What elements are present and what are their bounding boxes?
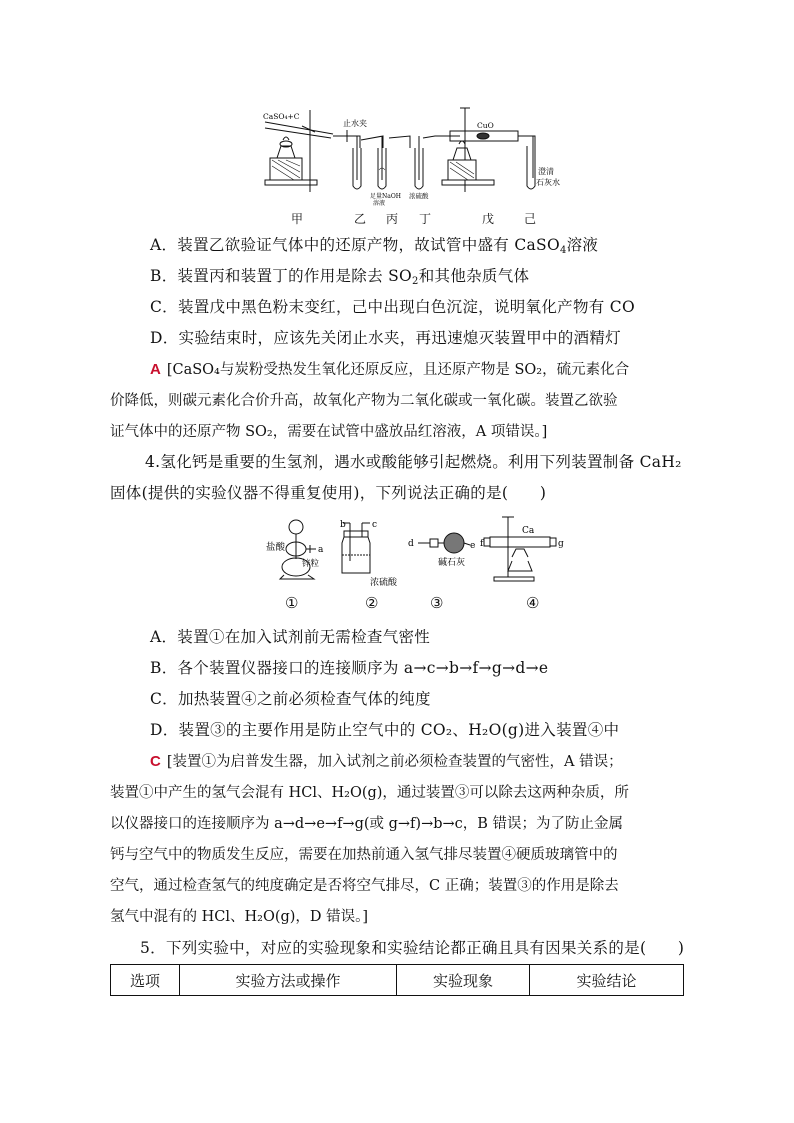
table-header-option: 选项 [111,965,180,996]
label-ji: 己 [524,212,537,226]
label-yi: 乙 [354,212,367,226]
label-clamp: 止水夹 [343,119,367,128]
q3-explanation-line-3: 证气体中的还原产物 SO₂，需要在试管中盛放品红溶液，A 项错误。] [110,424,548,440]
table-header-phenomenon: 实验现象 [397,965,530,996]
q3-option-d: D．实验结束时，应该先关闭止水夹，再迅速熄灭装置甲中的酒精灯 [150,329,621,347]
q3-option-b: B．装置丙和装置丁的作用是除去 $SO_2$和其他杂质气体 [150,267,530,287]
q4-stem-line-2: 固体(提供的实验仪器不得重复使用)，下列说法正确的是( ) [110,484,547,502]
label-port-c: c [372,520,378,530]
q4-explanation-line-3: 以仪器接口的连接顺序为 a→d→e→f→g(或 g→f)→b→c，B 错误；为了防止金属 [110,816,624,832]
q4-explanation-line-1: C [装置①为启普发生器，加入试剂之前必须检查装置的气密性，A 错误； [150,753,623,770]
label-h2so4: 浓硫酸 [409,192,429,200]
q4-explanation-line-2: 装置①中产生的氢气会混有 HCl、H₂O(g)，通过装置③可以除去这两种杂质，所 [110,785,629,801]
q4-explanation-line-5: 空气，通过检查氢气的纯度确定是否将空气排尽，C 正确；装置③的作用是除去 [110,878,619,894]
label-bing: 丙 [386,212,399,226]
q3-answer-key: A [150,361,161,378]
q4-option-a: A．装置①在加入试剂前无需检查气密性 [150,628,431,646]
label-port-f: f [480,539,484,549]
q4-option-c: C．加热装置④之前必须检查气体的纯度 [150,690,431,708]
label-caso4-c: CaSO₄+C [263,112,300,121]
label-zinc: 锌粒 [302,559,320,569]
q3-option-a: A．装置乙欲验证气体中的还原产物，故试管中盛有 CaSO$_4$溶液 [150,236,599,256]
q4-stem-line-1: 4.氢化钙是重要的生氢剂，遇水或酸能够引起燃烧。利用下列装置制备 CaH₂ [145,453,682,471]
label-device-4: ④ [526,594,540,612]
q4-option-d: D．装置③的主要作用是防止空气中的 CO₂、H₂O(g)进入装置④中 [150,721,620,739]
q5-table [110,964,684,996]
apparatus-figure-1 [255,100,560,228]
label-port-b: b [340,520,346,530]
label-device-1: ① [285,594,299,612]
label-limewater-2: 石灰水 [536,178,560,187]
label-wu: 戊 [482,212,495,226]
table-header-conclusion: 实验结论 [530,965,684,996]
label-jia: 甲 [291,212,304,226]
label-calcium: Ca [522,526,535,536]
table-header-method: 实验方法或操作 [180,965,397,996]
label-conc-h2so4: 浓硫酸 [370,578,398,588]
label-ding: 丁 [419,212,432,226]
label-soda-lime: 碱石灰 [438,558,466,568]
q4-explanation-line-6: 氢气中混有的 HCl、H₂O(g)，D 错误。] [110,909,369,925]
apparatus-figure-2 [258,515,568,587]
q4-explanation-line-4: 钙与空气中的物质发生反应，需要在加热前通入氢气排尽装置④硬质玻璃管中的 [110,847,618,863]
label-port-a: a [318,545,324,555]
label-device-3: ③ [430,594,444,612]
label-port-g: g [558,539,564,549]
q3-explanation-line-2: 价降低，则碳元素化合价升高，故氧化产物为二氧化碳或一氧化碳。装置乙欲验 [110,393,618,409]
label-device-2: ② [365,594,379,612]
label-limewater-1: 澄清 [538,167,554,176]
q5-stem: 5．下列实验中，对应的实验现象和实验结论都正确且具有因果关系的是( ) [140,939,685,957]
q4-option-b: B．各个装置仪器接口的连接顺序为 a→c→b→f→g→d→e [150,659,549,677]
label-port-e: e [470,541,476,551]
label-hydrochloric-acid: 盐酸 [266,542,286,553]
label-naoh-2: 溶液 [373,200,386,207]
q3-option-c: C．装置戊中黑色粉末变红，己中出现白色沉淀，说明氧化产物有 CO [150,298,635,316]
label-port-d: d [408,539,414,549]
q4-answer-key: C [150,753,161,770]
table-header-row [111,965,684,996]
label-cuo: CuO [477,121,494,130]
q3-explanation-line-1: A [CaSO₄与炭粉受热发生氧化还原反应，且还原产物是 SO₂，硫元素化合 [150,361,630,378]
label-naoh-1: 足量NaOH [370,193,401,200]
